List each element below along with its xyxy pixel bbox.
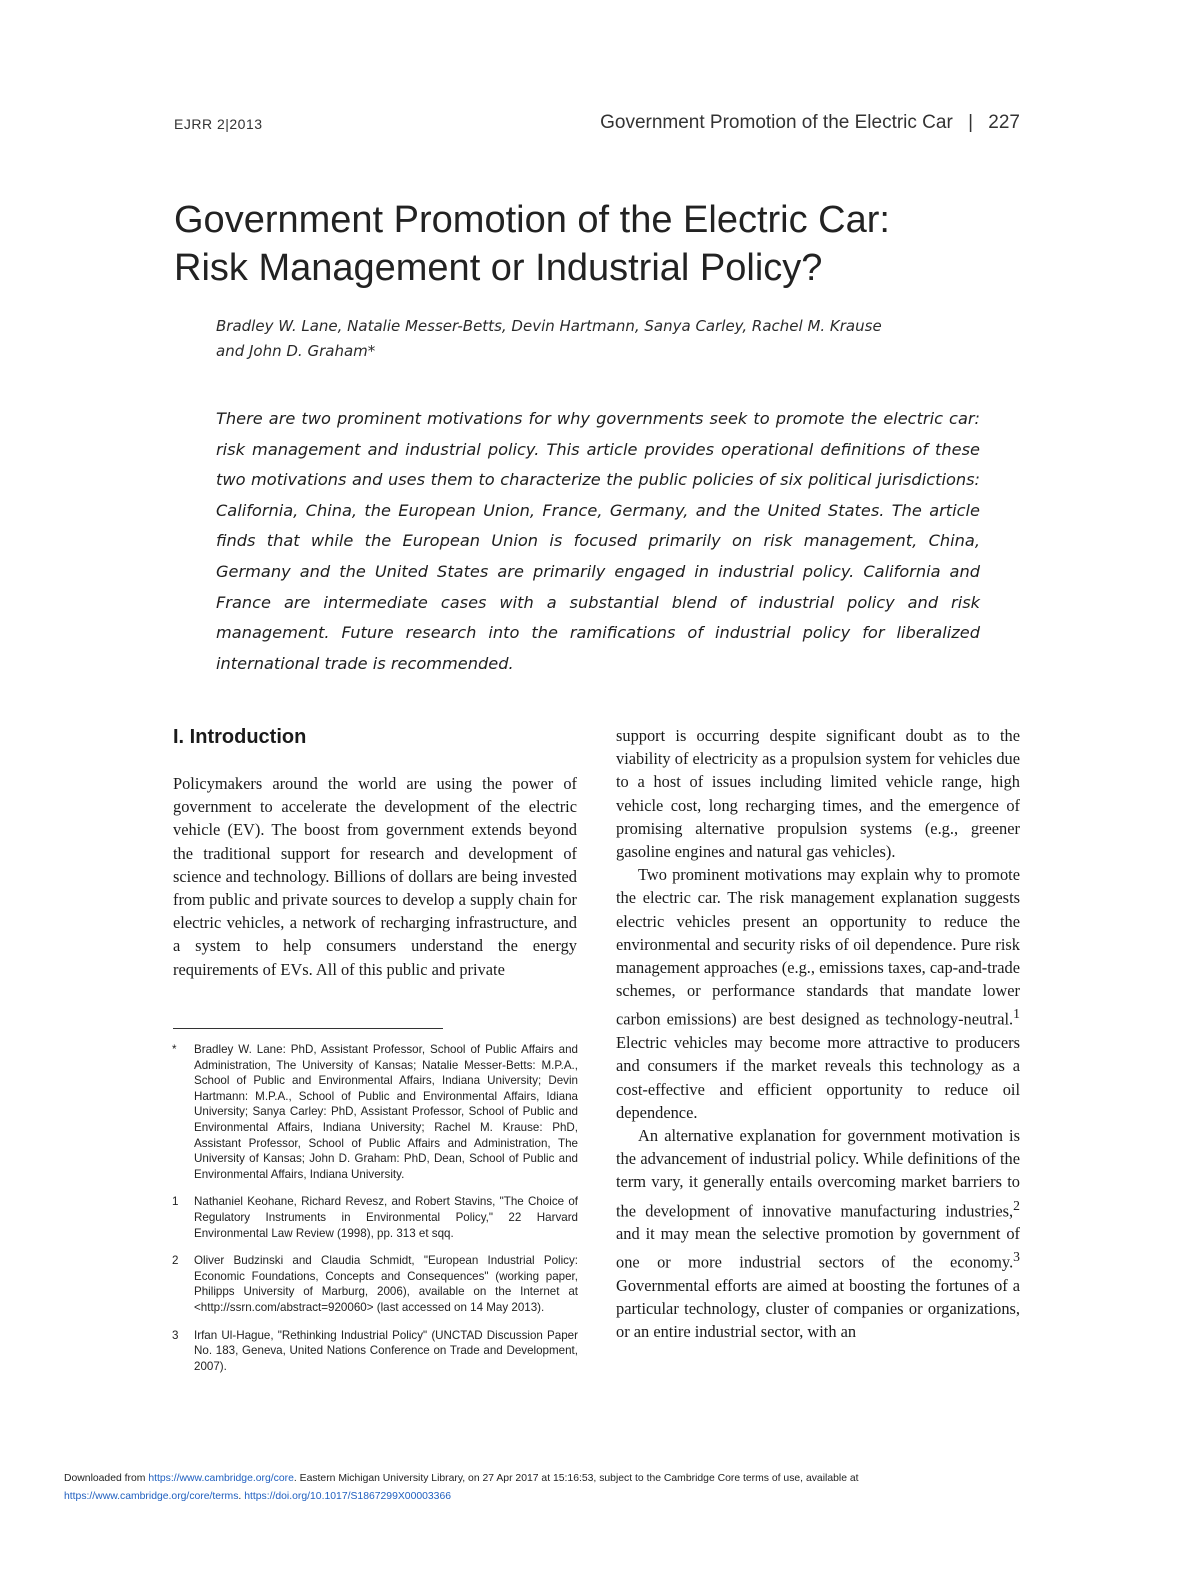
doi-link[interactable]: https://doi.org/10.1017/S1867299X00003366 (244, 1491, 452, 1502)
footnote-text: Oliver Budzinski and Claudia Schmidt, "European Industrial Policy: Economic Foundations, Concepts and Consequences" (working paper, Philipps University of Marburg, 2006), available on the Internet at <http://ssrn.com/abstract=920060> (last accessed on 14 May 2013). (194, 1254, 578, 1314)
paragraph (616, 1124, 1020, 1344)
running-title: Government Promotion of the Electric Car (600, 112, 953, 133)
paragraph-text: An alternative explanation for government motivation is the advancement of industrial policy. While definitions of the term vary, it generally entails overcoming market barriers to the development of innovative manufacturing industries, (616, 1125, 1020, 1220)
footnote-text: Nathaniel Keohane, Richard Revesz, and Robert Stavins, "The Choice of Regulatory Instruments in Environmental Policy," 22 Harvard Environmental Law Review (1998), pp. 313 et sqq. (194, 1195, 578, 1240)
author-list (216, 314, 976, 364)
cambridge-core-link[interactable]: https://www.cambridge.org/core (148, 1473, 294, 1484)
paragraph-text: Governmental efforts are aimed at boosting the fortunes of a particular technology, cluster of companies or organizations, or an entire industrial sector, with an (616, 1276, 1020, 1342)
footnote-text: Bradley W. Lane: PhD, Assistant Professor, School of Public Affairs and Administration, The University of Kansas; Natalie Messer-Betts: M.P.A., School of Public and Environmental Affairs, Indiana University; Devin Hartmann: M.P.A., School of Public and Environmental Affairs, Idiana University; Sanya Carley: PhD, Assistant Professor, School of Public and Environmental Affairs, Indiana University; Rachel M. Krause: PhD, Assistant Professor, School of Public Affairs and Administration, The University of Kansas; John D. Graham: PhD, Dean, School of Public and Environmental Affairs, Indiana University. (194, 1043, 578, 1181)
footnote-mark: 1 (172, 1195, 179, 1209)
journal-issue: EJRR 2|2013 (174, 116, 263, 132)
running-head-separator: | (968, 112, 974, 133)
footnote-rule (173, 1028, 443, 1029)
footnote (172, 1328, 578, 1375)
footnote (172, 1253, 578, 1315)
section-heading: I. Introduction (173, 726, 307, 748)
page-number: 227 (988, 112, 1020, 133)
paragraph-text: and it may mean the selective promotion by government of one or more industrial sectors of the economy. (616, 1224, 1020, 1272)
body-column-right (616, 724, 1020, 1344)
download-prefix: Downloaded from (64, 1473, 149, 1484)
footnotes (172, 1042, 578, 1386)
footnote-text: Irfan Ul-Hague, "Rethinking Industrial Policy" (UNCTAD Discussion Paper No. 183, Geneva, United Nations Conference on Trade and Development, 2007). (194, 1328, 578, 1373)
footnote-mark: 2 (172, 1254, 179, 1268)
download-middle: . Eastern Michigan University Library, on 27 Apr 2017 at 15:16:53, subject to the Cambridge Core terms of use, available at (293, 1473, 859, 1484)
footnote (172, 1042, 578, 1182)
article-title-line-1: Government Promotion of the Electric Car: (174, 199, 890, 241)
running-head (172, 112, 1020, 140)
footnote-ref[interactable]: 2 (1013, 1197, 1020, 1213)
download-sep: . (238, 1491, 245, 1502)
footnote (172, 1194, 578, 1241)
terms-link[interactable]: https://www.cambridge.org/core/terms (64, 1491, 239, 1502)
paragraph-text: Electric vehicles may become more attractive to producers and consumers if the market reveals this technology as a cost-effective and efficient opportunity to reduce oil dependence. (616, 1033, 1020, 1122)
running-title-block (600, 112, 1020, 134)
footnote-ref[interactable]: 3 (1013, 1249, 1020, 1265)
paragraph (616, 863, 1020, 1124)
footnote-mark: * (172, 1043, 177, 1056)
author-line-1: Bradley W. Lane, Natalie Messer-Betts, Devin Hartmann, Sanya Carley, Rachel M. Krause (216, 317, 882, 335)
abstract: There are two prominent motivations for why governments seek to promote the electric car: risk management and industrial policy. This article provides operational definitions of these two motivations and uses them to characterize the public policies of six political jurisdictions: California, China, the European Union, France, Germany, and the United States. The article finds that while the European Union is focused primarily on risk management, China, Germany and the United States are primarily engaged in industrial policy. California and France are intermediate cases with a substantial blend of industrial policy and risk management. Future research into the ramifications of industrial policy for liberalized international trade is recommended. (216, 409, 980, 673)
body-column-left (173, 724, 577, 981)
author-line-2: and John D. Graham* (216, 342, 376, 360)
paragraph: support is occurring despite significant doubt as to the viability of electricity as a propulsion system for vehicles due to a host of issues including limited vehicle range, high vehicle cost, long recharging times, and the emergence of promising alternative propulsion systems (e.g., greener gasoline engines and natural gas vehicles). (616, 726, 1020, 862)
download-notice (64, 1470, 1064, 1506)
article-title (174, 196, 1034, 292)
article-title-line-2: Risk Management or Industrial Policy? (174, 247, 823, 289)
paragraph-text: Two prominent motivations may explain why to promote the electric car. The risk management explanation suggests electric vehicles present an opportunity to reduce the environmental and security risks of oil dependence. Pure risk management approaches (e.g., emissions taxes, cap-and-trade schemes, or performance standards that mandate lower carbon emissions) are best designed as technology-neutral. (616, 865, 1020, 1029)
footnote-mark: 3 (172, 1328, 179, 1342)
footnote-ref[interactable]: 1 (1013, 1006, 1020, 1022)
paragraph: Policymakers around the world are using the power of government to accelerate the development of the electric vehicle (EV). The boost from government extends beyond the traditional support for research and development of science and technology. Billions of dollars are being invested from public and private sources to develop a supply chain for electric vehicles, a network of recharging infrastructure, and a system to help consumers understand the energy requirements of EVs. All of this public and private (173, 774, 577, 979)
